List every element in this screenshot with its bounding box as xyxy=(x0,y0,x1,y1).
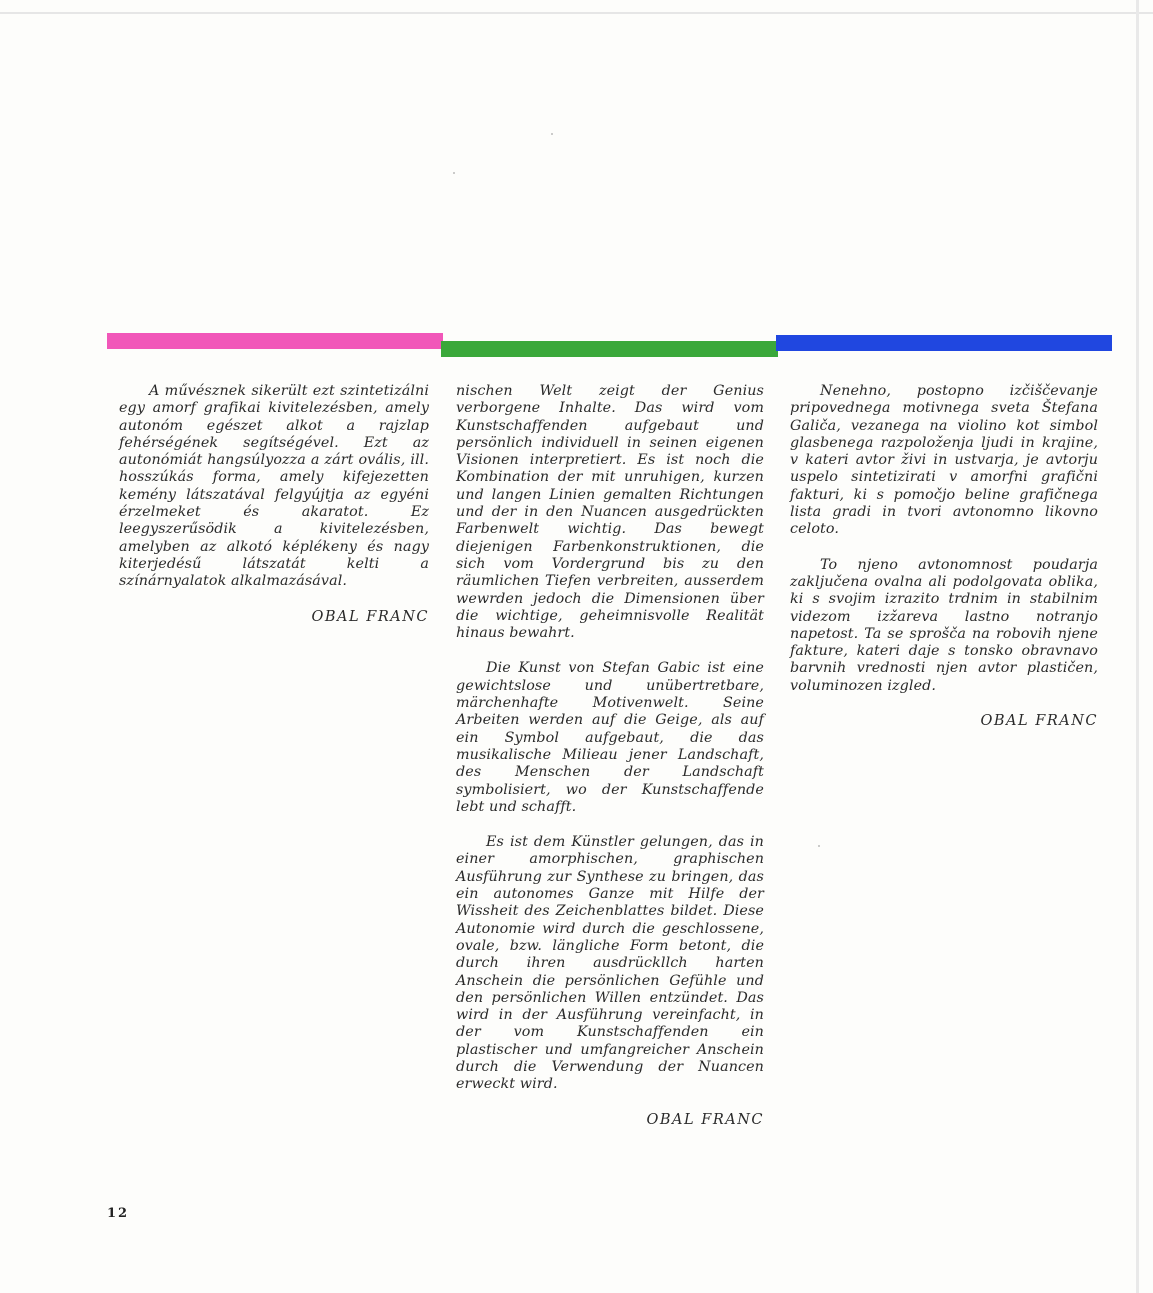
hungarian-text-column xyxy=(119,383,429,626)
page-right-edge xyxy=(1136,0,1139,1293)
pink-color-bar xyxy=(107,333,443,349)
page-top-edge xyxy=(0,12,1153,14)
print-speck xyxy=(453,172,455,174)
german-paragraph-1: nischen Welt zeigt der Genius verborgene Inhalte. Das wird vom Kunstschaffenden aufgebaut und persönlich individuell in seinen eigenen Visionen interpretiert. Es ist noch die Kombination der mit unruhigen, kurzen und langen Linien gemalten Richtungen und der in den Nuancen ausgedrückten Farbenwelt wichtig. Das bewegt diejenigen Farbenkonstruktionen, die sich vom Vordergrund bis zu den räumlichen Tiefen verbreiten, ausserdem wewrden jedoch die Dimensionen über die wichtige, geheimnisvolle Realität hinaus bewahrt. xyxy=(456,383,764,642)
print-speck xyxy=(551,133,553,135)
slovenian-paragraph-2: To njeno avtonomnost poudarja zaključena ovalna ali podolgovata oblika, ki s svojim izrazito trdnim in stabilnim videzom izžareva lastno notranjo napetost. Ta se sprošča na robovih njene fakture, kateri daje s tonsko obravnavo barvnih vrednosti njen avtor plastičen, voluminozen izgled. xyxy=(790,556,1098,694)
slovenian-text-column xyxy=(790,383,1098,730)
slovenian-signature: OBAL FRANC xyxy=(980,713,1098,730)
slovenian-paragraph-1: Nenehno, postopno izčiščevanje pripovednega motivnega sveta Štefana Galiča, vezanega na violino kot simbol glasbenega razpoloženja ljudi in krajine, v kateri avtor živi in ustvarja, je avtorju uspelo sintetizirati v amorfni grafični fakturi, ki s pomočjo beline grafičnega lista gradi in tvori avtonomno likovno celoto. xyxy=(790,383,1098,538)
german-signature: OBAL FRANC xyxy=(646,1111,764,1128)
print-speck xyxy=(818,845,820,847)
page-number: 12 xyxy=(107,1206,130,1221)
hungarian-paragraph: A művésznek sikerült ezt szintetizálni egy amorf grafikai kivitelezésben, amely autonóm egészet alkot a rajzlap fehérségének segítségével. Ezt az autonómiát hangsúlyozza a zárt ovális, ill. hosszúkás forma, amely kifejezetten kemény látszatával felgyújtja az egyéni érzelmeket és akaratot. Ez leegyszerűsödik a kivitelezésben, amelyben az alkotó képlékeny és nagy kiterjedésű látszatát kelti a színárnyalatok alkalmazásával. xyxy=(119,383,429,590)
hungarian-signature: OBAL FRANC xyxy=(311,608,429,625)
german-paragraph-2: Die Kunst von Stefan Gabic ist eine gewichtslose und unübertretbare, märchenhafte Motivenwelt. Seine Arbeiten werden auf die Geige, als auf ein Symbol aufgebaut, die das musikalische Milieau jener Landschaft, des Menschen der Landschaft symbolisiert, wo der Kunstschaffende lebt und schafft. xyxy=(456,660,764,815)
german-paragraph-3: Es ist dem Künstler gelungen, das in einer amorphischen, graphischen Ausführung zur Synthese zu bringen, das ein autonomes Ganze mit Hilfe der Wissheit des Zeichenblattes bildet. Diese Autonomie wird durch die geschlossene, ovale, bzw. längliche Form betont, die durch ihren ausdrückllch harten Anschein die persönlichen Gefühle und den persönlichen Willen entzündet. Das wird in der Ausführung vereinfacht, in der vom Kunstschaffenden ein plastischer und umfangreicher Anschein durch die Verwendung der Nuancen erweckt wird. xyxy=(456,834,764,1093)
german-text-column xyxy=(456,383,764,1129)
blue-color-bar xyxy=(776,335,1112,351)
green-color-bar xyxy=(441,341,778,357)
